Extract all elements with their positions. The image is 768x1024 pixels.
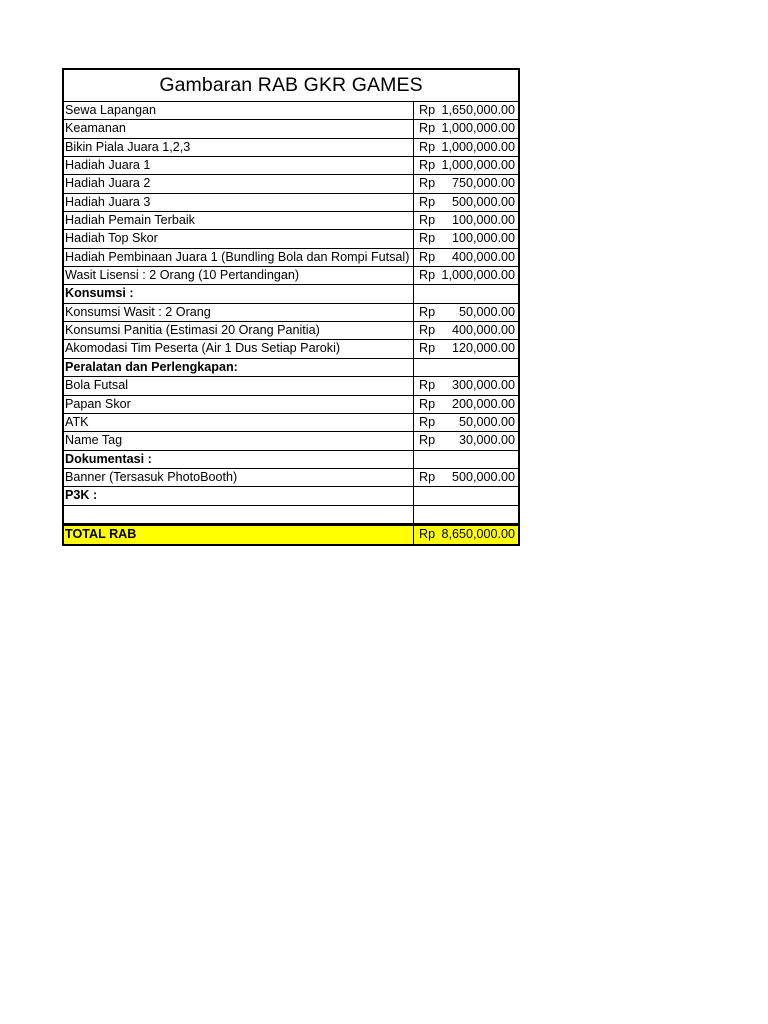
amount-value: 50,000.00 xyxy=(458,304,515,319)
item-label: Wasit Lisensi : 2 Orang (10 Pertandingan) xyxy=(64,267,414,284)
table-row xyxy=(64,175,518,193)
amount-value: 400,000.00 xyxy=(451,249,515,264)
currency-symbol: Rp xyxy=(419,176,436,191)
table-row xyxy=(64,230,518,248)
currency-symbol: Rp xyxy=(419,341,436,356)
amount-cell xyxy=(414,396,518,413)
table-row xyxy=(64,139,518,157)
amount-value: 100,000.00 xyxy=(451,213,515,228)
table-row xyxy=(64,340,518,358)
amount-cell xyxy=(414,304,518,321)
currency-symbol: Rp xyxy=(419,433,436,448)
item-label: Hadiah Pemain Terbaik xyxy=(64,212,414,229)
currency-symbol: Rp xyxy=(419,323,436,338)
amount-cell xyxy=(414,157,518,174)
item-label: Peralatan dan Perlengkapan: xyxy=(64,359,414,376)
currency-symbol: Rp xyxy=(419,213,436,228)
item-label: Hadiah Juara 3 xyxy=(64,194,414,211)
amount-cell xyxy=(414,506,518,523)
amount-value: 50,000.00 xyxy=(458,414,515,429)
amount-cell xyxy=(414,212,518,229)
currency-symbol: Rp xyxy=(419,469,436,484)
amount-cell xyxy=(414,230,518,247)
item-label: Dokumentasi : xyxy=(64,451,414,468)
amount-cell xyxy=(414,249,518,266)
amount-cell xyxy=(414,414,518,431)
item-label: Konsumsi Wasit : 2 Orang xyxy=(64,304,414,321)
amount-cell xyxy=(414,267,518,284)
amount-cell xyxy=(414,432,518,449)
amount-value: 500,000.00 xyxy=(451,194,515,209)
table-row xyxy=(64,304,518,322)
budget-rows xyxy=(64,102,518,544)
amount-cell xyxy=(414,377,518,394)
table-row xyxy=(64,487,518,505)
amount-cell xyxy=(414,120,518,137)
amount-cell xyxy=(414,487,518,504)
currency-symbol: Rp xyxy=(419,194,436,209)
currency-symbol: Rp xyxy=(419,231,436,246)
currency-symbol: Rp xyxy=(419,103,436,117)
table-row xyxy=(64,102,518,120)
amount-cell xyxy=(414,139,518,156)
item-label: Hadiah Pembinaan Juara 1 (Bundling Bola dan Rompi Futsal) xyxy=(64,249,414,266)
amount-value: 750,000.00 xyxy=(451,176,515,191)
table-row xyxy=(64,212,518,230)
amount-value: 120,000.00 xyxy=(451,341,515,356)
amount-cell xyxy=(414,285,518,302)
item-label: Bikin Piala Juara 1,2,3 xyxy=(64,139,414,156)
amount-value: 200,000.00 xyxy=(451,396,515,411)
currency-symbol: Rp xyxy=(419,268,436,283)
table-row xyxy=(64,157,518,175)
item-label: ATK xyxy=(64,414,414,431)
table-row xyxy=(64,285,518,303)
table-row xyxy=(64,414,518,432)
item-label: Hadiah Juara 2 xyxy=(64,175,414,192)
amount-value: 1,000,000.00 xyxy=(441,121,515,136)
amount-value: 30,000.00 xyxy=(458,433,515,448)
currency-symbol: Rp xyxy=(419,414,436,429)
amount-cell xyxy=(414,469,518,486)
item-label: Bola Futsal xyxy=(64,377,414,394)
item-label: Papan Skor xyxy=(64,396,414,413)
currency-symbol: Rp xyxy=(419,526,436,541)
amount-cell xyxy=(414,102,518,119)
amount-cell xyxy=(414,175,518,192)
item-label: Konsumsi Panitia (Estimasi 20 Orang Panitia) xyxy=(64,322,414,339)
amount-value: 1,000,000.00 xyxy=(441,139,515,154)
currency-symbol: Rp xyxy=(419,139,436,154)
currency-symbol: Rp xyxy=(419,121,436,136)
total-amount-cell xyxy=(414,526,518,544)
item-label: Keamanan xyxy=(64,120,414,137)
amount-value: 1,650,000.00 xyxy=(441,103,515,117)
currency-symbol: Rp xyxy=(419,304,436,319)
amount-value: 500,000.00 xyxy=(451,469,515,484)
budget-table xyxy=(62,68,520,546)
amount-cell xyxy=(414,359,518,376)
table-row xyxy=(64,451,518,469)
table-row xyxy=(64,267,518,285)
table-row xyxy=(64,396,518,414)
amount-value: 1,000,000.00 xyxy=(441,268,515,283)
item-label: Banner (Tersasuk PhotoBooth) xyxy=(64,469,414,486)
amount-cell xyxy=(414,340,518,357)
table-title: Gambaran RAB GKR GAMES xyxy=(64,70,518,102)
table-row xyxy=(64,249,518,267)
table-row xyxy=(64,194,518,212)
item-label: Akomodasi Tim Peserta (Air 1 Dus Setiap Paroki) xyxy=(64,340,414,357)
amount-cell xyxy=(414,194,518,211)
amount-value: 100,000.00 xyxy=(451,231,515,246)
amount-value: 300,000.00 xyxy=(451,378,515,393)
item-label: Name Tag xyxy=(64,432,414,449)
item-label: Hadiah Juara 1 xyxy=(64,157,414,174)
table-row xyxy=(64,322,518,340)
total-label: TOTAL RAB xyxy=(64,526,414,544)
amount-cell xyxy=(414,451,518,468)
item-label xyxy=(64,506,414,523)
amount-cell xyxy=(414,322,518,339)
total-row xyxy=(64,524,518,544)
item-label: Sewa Lapangan xyxy=(64,102,414,119)
table-row xyxy=(64,359,518,377)
currency-symbol: Rp xyxy=(419,378,436,393)
item-label: P3K : xyxy=(64,487,414,504)
table-row xyxy=(64,432,518,450)
table-row xyxy=(64,120,518,138)
total-amount: 8,650,000.00 xyxy=(441,526,515,541)
table-row xyxy=(64,506,518,524)
amount-value: 1,000,000.00 xyxy=(441,158,515,173)
item-label: Konsumsi : xyxy=(64,285,414,302)
table-row xyxy=(64,469,518,487)
currency-symbol: Rp xyxy=(419,396,436,411)
table-row xyxy=(64,377,518,395)
item-label: Hadiah Top Skor xyxy=(64,230,414,247)
currency-symbol: Rp xyxy=(419,249,436,264)
amount-value: 400,000.00 xyxy=(451,323,515,338)
currency-symbol: Rp xyxy=(419,158,436,173)
